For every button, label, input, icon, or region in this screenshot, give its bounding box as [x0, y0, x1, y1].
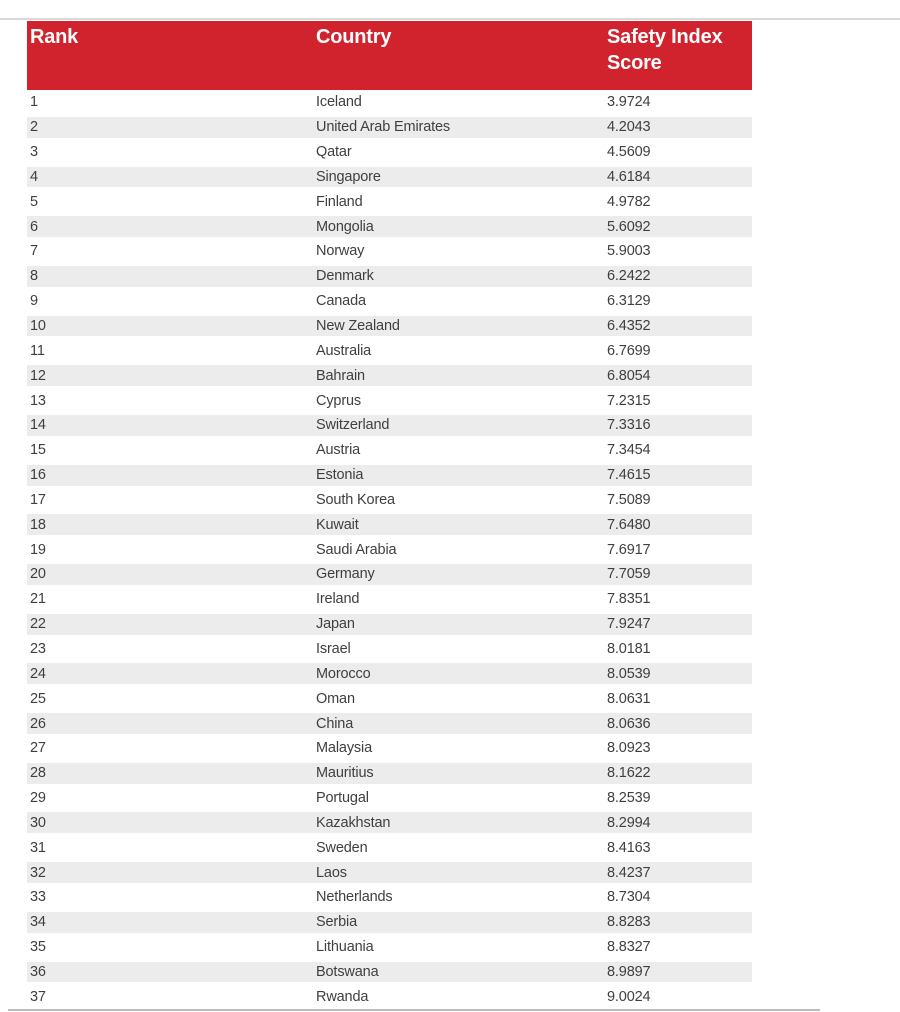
row-score-cell: 8.4163 [607, 839, 651, 856]
table-row [27, 910, 752, 935]
row-country-cell: Laos [316, 864, 347, 881]
row-rank-cell: 5 [30, 193, 38, 210]
row-rank-cell: 16 [30, 467, 46, 484]
safety-index-table [27, 21, 752, 1009]
row-rank-cell: 24 [30, 665, 46, 682]
row-rank-cell: 15 [30, 442, 46, 459]
row-score-cell: 6.7699 [607, 342, 651, 359]
row-score-cell: 8.0636 [607, 715, 651, 732]
row-rank-cell: 23 [30, 640, 46, 657]
row-country-cell: Lithuania [316, 939, 374, 956]
row-rank-cell: 10 [30, 318, 46, 335]
row-score-cell: 4.6184 [607, 168, 651, 185]
row-score-cell: 7.9247 [607, 616, 651, 633]
row-score-cell: 3.9724 [607, 94, 651, 111]
table-row [27, 189, 752, 214]
row-score-cell: 8.9897 [607, 963, 651, 980]
row-country-cell: Mauritius [316, 765, 374, 782]
row-rank-cell: 25 [30, 690, 46, 707]
row-rank-cell: 26 [30, 715, 46, 732]
row-score-cell: 6.4352 [607, 318, 651, 335]
table-row [27, 438, 752, 463]
row-country-cell: Serbia [316, 914, 358, 931]
table-row [27, 984, 752, 1009]
row-score-cell: 8.2539 [607, 790, 651, 807]
table-row [27, 388, 752, 413]
row-rank-cell: 31 [30, 839, 46, 856]
table-row [27, 90, 752, 115]
row-score-cell: 8.7304 [607, 889, 651, 906]
row-score-cell: 6.2422 [607, 268, 651, 285]
row-score-cell: 4.2043 [607, 119, 651, 136]
row-rank-cell: 33 [30, 889, 46, 906]
row-score-cell: 5.6092 [607, 218, 651, 235]
row-country-cell: Saudi Arabia [316, 541, 397, 558]
row-score-cell: 8.0539 [607, 665, 651, 682]
table-row [27, 637, 752, 662]
row-rank-cell: 8 [30, 268, 38, 285]
row-rank-cell: 35 [30, 939, 46, 956]
row-country-cell: Kuwait [316, 516, 359, 533]
row-score-cell: 7.3316 [607, 417, 651, 434]
row-rank-cell: 14 [30, 417, 46, 434]
table-row [27, 264, 752, 289]
row-score-cell: 4.5609 [607, 144, 651, 161]
row-rank-cell: 32 [30, 864, 46, 881]
top-divider [0, 18, 900, 20]
column-header-rank: Rank [30, 26, 79, 48]
row-country-cell: Cyprus [316, 392, 362, 409]
table-row [27, 885, 752, 910]
row-country-cell: Israel [316, 640, 351, 657]
row-country-cell: Iceland [316, 94, 362, 111]
row-score-cell: 8.0923 [607, 740, 651, 757]
row-score-cell: 8.2994 [607, 814, 651, 831]
row-score-cell: 7.4615 [607, 467, 651, 484]
row-rank-cell: 12 [30, 367, 46, 384]
row-score-cell: 8.4237 [607, 864, 651, 881]
table-row [27, 562, 752, 587]
row-score-cell: 7.3454 [607, 442, 651, 459]
table-row [27, 786, 752, 811]
table-row [27, 711, 752, 736]
row-country-cell: Denmark [316, 268, 374, 285]
table-body [27, 90, 752, 1009]
table-row [27, 140, 752, 165]
row-country-cell: Australia [316, 342, 372, 359]
row-rank-cell: 22 [30, 616, 46, 633]
row-country-cell: Sweden [316, 839, 368, 856]
row-rank-cell: 2 [30, 119, 38, 136]
table-row [27, 214, 752, 239]
row-country-cell: Qatar [316, 144, 352, 161]
table-row [27, 935, 752, 960]
row-country-cell: Finland [316, 193, 363, 210]
row-score-cell: 8.8283 [607, 914, 651, 931]
row-rank-cell: 28 [30, 765, 46, 782]
row-rank-cell: 18 [30, 516, 46, 533]
table-row [27, 289, 752, 314]
row-rank-cell: 11 [30, 342, 45, 359]
row-country-cell: Portugal [316, 790, 369, 807]
row-rank-cell: 21 [30, 591, 46, 608]
row-score-cell: 6.3129 [607, 293, 651, 310]
table-row [27, 115, 752, 140]
table-row [27, 314, 752, 339]
table-row [27, 587, 752, 612]
row-score-cell: 8.0181 [607, 640, 651, 657]
row-country-cell: Norway [316, 243, 365, 260]
row-country-cell: Malaysia [316, 740, 373, 757]
row-rank-cell: 19 [30, 541, 46, 558]
column-header-safety-index-score: Safety Index Score [607, 26, 723, 75]
row-rank-cell: 13 [30, 392, 46, 409]
table-row [27, 239, 752, 264]
row-country-cell: Kazakhstan [316, 814, 391, 831]
row-score-cell: 6.8054 [607, 367, 651, 384]
row-country-cell: Singapore [316, 168, 381, 185]
row-rank-cell: 3 [30, 144, 38, 161]
row-country-cell: Netherlands [316, 889, 393, 906]
table-row [27, 661, 752, 686]
table-row [27, 686, 752, 711]
table-row [27, 835, 752, 860]
row-country-cell: Morocco [316, 665, 371, 682]
table-row [27, 810, 752, 835]
table-row [27, 761, 752, 786]
bottom-divider [8, 1009, 820, 1011]
row-rank-cell: 27 [30, 740, 46, 757]
table-row [27, 413, 752, 438]
row-score-cell: 8.1622 [607, 765, 651, 782]
row-country-cell: South Korea [316, 491, 395, 508]
row-score-cell: 9.0024 [607, 988, 651, 1005]
row-rank-cell: 4 [30, 168, 38, 185]
table-row [27, 537, 752, 562]
row-country-cell: New Zealand [316, 318, 400, 335]
table-row [27, 960, 752, 985]
table-row [27, 338, 752, 363]
row-score-cell: 4.9782 [607, 193, 651, 210]
row-score-cell: 7.2315 [607, 392, 651, 409]
row-rank-cell: 20 [30, 566, 46, 583]
row-country-cell: Switzerland [316, 417, 390, 434]
row-rank-cell: 7 [30, 243, 38, 260]
table-row [27, 165, 752, 190]
row-score-cell: 8.8327 [607, 939, 651, 956]
row-country-cell: Mongolia [316, 218, 374, 235]
table-row [27, 612, 752, 637]
row-country-cell: Japan [316, 616, 355, 633]
row-country-cell: Germany [316, 566, 375, 583]
table-row [27, 860, 752, 885]
row-country-cell: Canada [316, 293, 366, 310]
table-row [27, 363, 752, 388]
row-country-cell: Oman [316, 690, 355, 707]
table-row [27, 736, 752, 761]
row-country-cell: United Arab Emirates [316, 119, 451, 136]
table-row [27, 488, 752, 513]
row-rank-cell: 6 [30, 218, 38, 235]
row-rank-cell: 36 [30, 963, 46, 980]
row-country-cell: Rwanda [316, 988, 369, 1005]
row-score-cell: 7.5089 [607, 491, 651, 508]
row-rank-cell: 29 [30, 790, 46, 807]
row-rank-cell: 30 [30, 814, 46, 831]
row-country-cell: Estonia [316, 467, 364, 484]
row-country-cell: China [316, 715, 354, 732]
row-score-cell: 7.6480 [607, 516, 651, 533]
row-country-cell: Bahrain [316, 367, 365, 384]
row-country-cell: Botswana [316, 963, 379, 980]
column-header-country: Country [316, 26, 392, 48]
row-rank-cell: 9 [30, 293, 38, 310]
row-score-cell: 7.6917 [607, 541, 651, 558]
row-country-cell: Ireland [316, 591, 360, 608]
row-rank-cell: 1 [30, 94, 38, 111]
table-row [27, 512, 752, 537]
row-score-cell: 7.8351 [607, 591, 651, 608]
table-header-row [27, 21, 752, 90]
row-score-cell: 7.7059 [607, 566, 651, 583]
row-rank-cell: 34 [30, 914, 46, 931]
row-country-cell: Austria [316, 442, 361, 459]
table-row [27, 463, 752, 488]
row-score-cell: 5.9003 [607, 243, 651, 260]
row-score-cell: 8.0631 [607, 690, 651, 707]
row-rank-cell: 37 [30, 988, 46, 1005]
row-rank-cell: 17 [30, 491, 46, 508]
